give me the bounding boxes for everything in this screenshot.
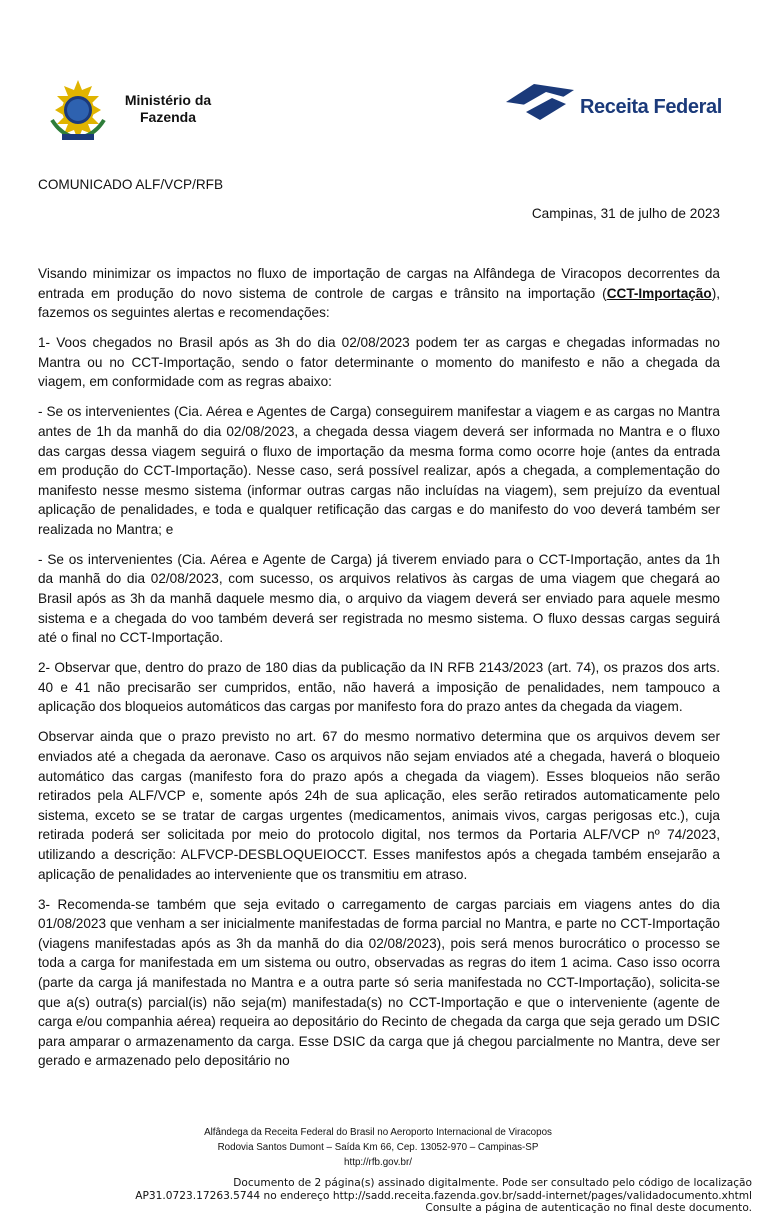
paragraph-item-3: 3- Recomenda-se também que seja evitado o carregamento de cargas parciais em viagens antes do dia 01/08/2023 que venham a ser inicialmente manifestadas de forma parcial no Mantra, e parte no CCT-Importação (viagens manifestadas após as 3h da manhã do dia 02/08/2023), pois será menos burocrático o processo se toda a carga for manifestada em um sistema ou outro, observadas as regras do item 1 acima. Caso isso ocorra (parte da carga já manifestada no Mantra e a outra parte só seria manifestada no CCT-Importação), solicita-se que a(s) outra(s) parcial(is) não seja(m) manifestada(s) no CCT-Importação e que o interveniente (agente de carga e/ou companhia aérea) requeira ao depositário do Recinto de chegada da carga que seja gerado um DSIC para amparar o armazenamento da carga. Esse DSIC da carga que já chegou parcialmente no Mantra, deve ser gerado e armazenado pelo depositário no [38, 896, 720, 1069]
page-footer [0, 1125, 756, 1170]
ministry-line-2: Fazenda [139, 109, 196, 125]
document-body [38, 264, 720, 1081]
stamp-line-3: Consulte a página de autenticação no final deste documento. [425, 1202, 752, 1215]
intro-text-end: ), fazemos os seguintes alertas e recomendações: [38, 285, 720, 321]
paragraph-item-1: 1- Voos chegados no Brasil após as 3h do dia 02/08/2023 podem ter as cargas e chegadas informadas no Mantra ou no CCT-Importação, sendo o fator determinante o momento do manifesto e não a chegada da viagem, em conformidade com as regras abaixo: [38, 335, 720, 390]
paragraph-item-2-note: Observar ainda que o prazo previsto no art. 67 do mesmo normativo determina que os arquivos devem ser enviados até a chegada da aeronave. Caso os arquivos não sejam enviados até a chegada, haverá o bloqueio automático das cargas (manifesto fora do prazo após a chegada da viagem). Esses bloqueios não serão retirados pela ALF/VCP e, somente após 24h de sua aplicação, eles serão retirados automaticamente pelo sistema, exceto se se tratar de cargas urgentes (medicamentos, animais vivos, cargas perigosas etc.), cuja retirada poderá ser solicitada por meio do protocolo digital, nos termos da Portaria ALF/VCP nº 74/2023, utilizando a descrição: ALFVCP-DESBLOQUEIOCCT. Esses manifestos após a chegada também ensejarão a aplicação de penalidades ao interveniente que os transmitiu em atraso. [38, 729, 720, 882]
footer-line-2: Rodovia Santos Dumont – Saída Km 66, Cep. 13052-970 – Campinas-SP [217, 1142, 539, 1153]
agency-header [504, 82, 734, 132]
document-id: COMUNICADO ALF/VCP/RFB [38, 177, 224, 192]
paragraph-item-1a: - Se os intervenientes (Cia. Aérea e Agentes de Carga) conseguirem manifestar a viagem e as cargas no Mantra antes de 1h da manhã do dia 02/08/2023, a chegada dessa viagem deverá ser informada no Mantra e o fluxo das cargas dessa viagem seguirá o fluxo de importação da mesma forma como ocorre hoje (antes da entrada em produção do CCT-Importação). Nesse caso, será possível realizar, após a chegada, a complementação do manifesto nesse mesmo sistema (informar outras cargas não incluídas na viagem), sem prejuízo da eventual aplicação de penalidades, e toda e qualquer retificação das cargas e do manifesto do voo deverá também ser realizada no Mantra; e [38, 404, 720, 537]
receita-federal-logo-icon [504, 82, 576, 122]
paragraph-intro [38, 264, 720, 323]
coat-of-arms-icon [44, 78, 112, 146]
stamp-line-2: AP31.0723.17263.5744 no endereço http://sadd.receita.fazenda.gov.br/sadd-internet/pages/validadocumento.xhtml [135, 1189, 752, 1202]
digital-signature-stamp [52, 1177, 752, 1215]
ministry-header [44, 78, 244, 148]
stamp-line-1: Documento de 2 página(s) assinado digitalmente. Pode ser consultado pelo código de localização [233, 1177, 752, 1189]
paragraph-item-1b: - Se os intervenientes (Cia. Aérea e Agente de Carga) já tiverem enviado para o CCT-Importação, antes da 1h da manhã do dia 02/08/2023, com sucesso, os arquivos relativos às cargas de uma viagem que chegará ao Brasil após as 3h da manhã daquele mesmo dia, o arquivo da viagem deverá ser enviado para aquele mesmo sistema e a chegada do voo também deverá ser registrada no mesmo sistema. O fluxo dessas cargas seguirá até o final no CCT-Importação. [38, 551, 720, 646]
intro-text-start: Visando minimizar os impactos no fluxo de importação de cargas na Alfândega de Viracopos decorrentes da entrada em produção do novo sistema de controle de cargas e trânsito na importação ( [38, 266, 720, 301]
footer-url[interactable]: http://rfb.gov.br/ [344, 1157, 412, 1168]
document-date: Campinas, 31 de julho de 2023 [531, 206, 720, 221]
cct-link[interactable]: CCT-Importação [606, 285, 712, 301]
footer-line-1: Alfândega da Receita Federal do Brasil no Aeroporto Internacional de Viracopos [204, 1127, 552, 1138]
agency-name: Receita Federal [580, 96, 722, 118]
paragraph-item-2: 2- Observar que, dentro do prazo de 180 dias da publicação da IN RFB 2143/2023 (art. 74), os prazos dos arts. 40 e 41 não precisarão ser cumpridos, então, não haverá a imposição de penalidades, nem tampouco a aplicação dos bloqueios automáticos das cargas por manifesto fora do prazo antes da chegada da viagem. [38, 660, 720, 715]
ministry-name [118, 92, 218, 126]
ministry-line-1: Ministério da [124, 92, 212, 108]
